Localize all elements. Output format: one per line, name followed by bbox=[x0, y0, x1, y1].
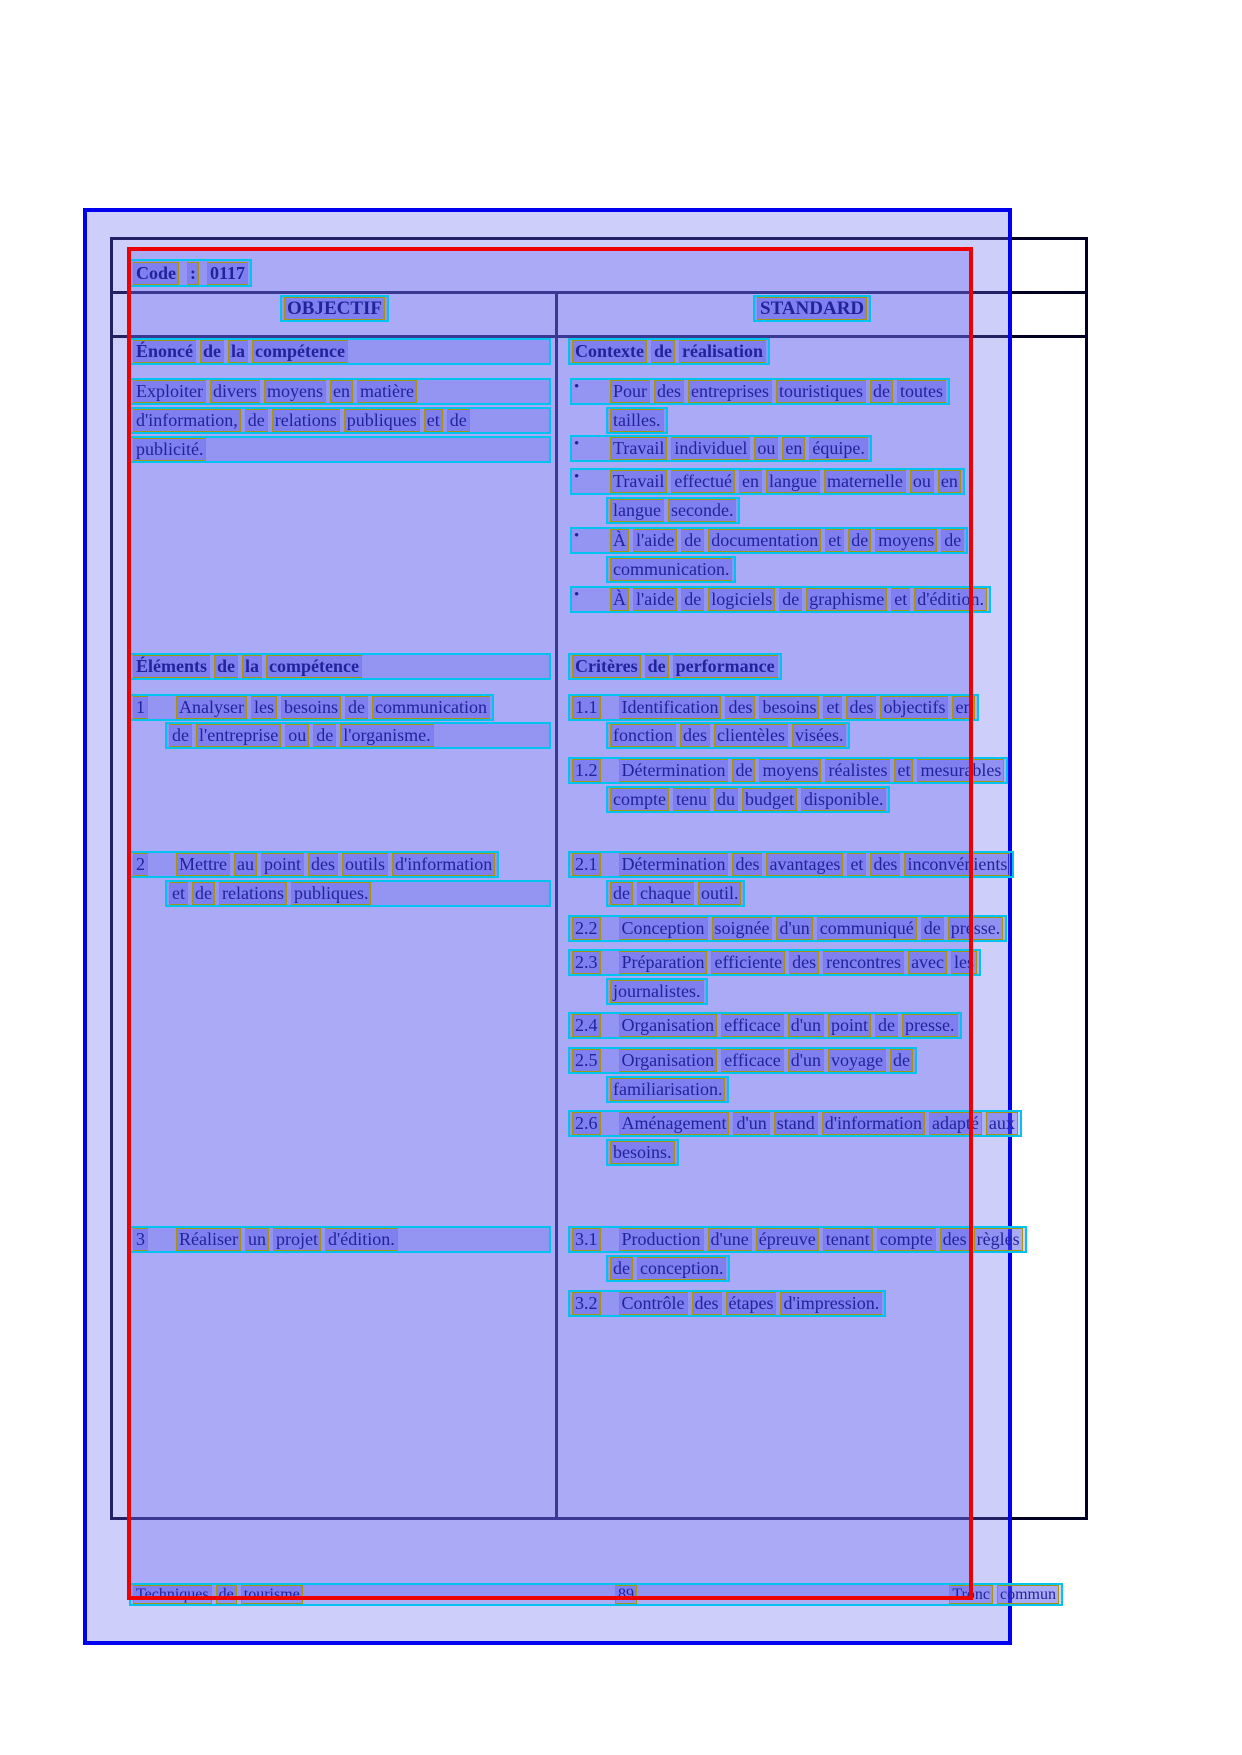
ocr-word-box: d'information, bbox=[133, 409, 241, 432]
ocr-word-box: 3.1 bbox=[572, 1228, 601, 1251]
ocr-word-box: individuel bbox=[671, 437, 750, 460]
ocr-word-box: besoins bbox=[281, 696, 341, 719]
ocr-word-box: disponible. bbox=[801, 788, 887, 811]
ocr-word-box: réalisation bbox=[679, 340, 766, 363]
ocr-word-box: un bbox=[245, 1228, 269, 1251]
ocr-word-box: 2.1 bbox=[572, 853, 601, 876]
ocr-word-box: l'aide bbox=[633, 588, 677, 611]
ocr-word-box: mesurables bbox=[917, 759, 1004, 782]
ocr-word-box: matière bbox=[357, 380, 417, 403]
ocr-word-box: 2.2 bbox=[572, 917, 601, 940]
ocr-word-box: Préparation bbox=[619, 951, 708, 974]
ocr-word-box: de bbox=[447, 409, 470, 432]
ocr-word-box: de bbox=[870, 380, 893, 403]
ocr-word-box: publiques. bbox=[291, 882, 372, 905]
ocr-word-box: moyens bbox=[759, 759, 821, 782]
ocr-word-box: Critères bbox=[572, 655, 641, 678]
bullet-icon: • bbox=[574, 528, 580, 544]
ocr-word-box: de bbox=[245, 409, 268, 432]
ocr-word-box: Techniques bbox=[133, 1585, 212, 1604]
ocr-word-box: de bbox=[941, 529, 964, 552]
ocr-word-box: de bbox=[779, 588, 802, 611]
ocr-word-box: efficiente bbox=[711, 951, 785, 974]
ocr-word-box: journalistes. bbox=[610, 980, 704, 1003]
ocr-word-box: d'un bbox=[733, 1112, 769, 1135]
ocr-word-box: compte bbox=[877, 1228, 936, 1251]
ocr-word-box: de bbox=[214, 655, 238, 678]
ocr-word-box: 2 bbox=[133, 853, 148, 876]
ocr-word-box: tenant bbox=[823, 1228, 873, 1251]
ocr-word-box: Pour bbox=[610, 380, 650, 403]
ocr-word-box: maternelle bbox=[824, 470, 906, 493]
ocr-word-box: de bbox=[192, 882, 215, 905]
ocr-word-box: langue bbox=[766, 470, 820, 493]
ocr-word-box: Organisation bbox=[619, 1049, 718, 1072]
ocr-word-box: budget bbox=[742, 788, 797, 811]
ocr-word-box: soignée bbox=[712, 917, 773, 940]
ocr-word-box: 3 bbox=[133, 1228, 148, 1251]
ocr-word-box: Exploiter bbox=[133, 380, 206, 403]
ocr-word-box: outil. bbox=[698, 882, 742, 905]
ocr-word-box: de bbox=[216, 1585, 237, 1604]
ocr-word-box: Détermination bbox=[619, 759, 729, 782]
ocr-word-box: en bbox=[782, 437, 805, 460]
ocr-word-box: 0117 bbox=[207, 262, 248, 285]
ocr-word-box: 3.2 bbox=[572, 1292, 601, 1315]
ocr-word-box: de bbox=[313, 724, 336, 747]
ocr-word-box: des bbox=[654, 380, 684, 403]
ocr-word-box: fonction bbox=[610, 724, 676, 747]
ocr-word-box: efficace bbox=[721, 1049, 784, 1072]
ocr-word-box: : bbox=[187, 262, 199, 285]
ocr-word-box: point bbox=[261, 853, 304, 876]
ocr-word-box: au bbox=[234, 853, 257, 876]
ocr-word-box: Conception bbox=[619, 917, 708, 940]
ocr-word-box: objectifs bbox=[880, 696, 948, 719]
ocr-word-box: de bbox=[610, 882, 633, 905]
ocr-word-box: entreprises bbox=[688, 380, 772, 403]
ocr-word-box: 89 bbox=[615, 1585, 637, 1604]
ocr-word-box: Tronc bbox=[949, 1585, 993, 1604]
ocr-word-box: de bbox=[732, 759, 755, 782]
ocr-word-box: d'un bbox=[788, 1014, 824, 1037]
ocr-word-box: relations bbox=[219, 882, 287, 905]
ocr-word-box: adapté bbox=[929, 1112, 982, 1135]
bullet-icon: • bbox=[574, 379, 580, 395]
ocr-word-box: des bbox=[680, 724, 710, 747]
bullet-icon: • bbox=[574, 469, 580, 485]
ocr-word-box: besoins. bbox=[610, 1141, 675, 1164]
ocr-word-box: Organisation bbox=[619, 1014, 718, 1037]
ocr-word-box: besoins bbox=[759, 696, 819, 719]
ocr-word-box: en bbox=[952, 696, 975, 719]
focus-region-box bbox=[127, 247, 973, 1600]
ocr-word-box: 2.6 bbox=[572, 1112, 601, 1135]
ocr-word-box: chaque bbox=[637, 882, 694, 905]
ocr-word-box: point bbox=[828, 1014, 871, 1037]
ocr-word-box: et bbox=[823, 696, 842, 719]
ocr-word-box: documentation bbox=[708, 529, 821, 552]
ocr-word-box: Énoncé bbox=[133, 340, 196, 363]
ocr-word-box: Analyser bbox=[176, 696, 247, 719]
ocr-word-box: À bbox=[610, 529, 629, 552]
bullet-icon: • bbox=[574, 587, 580, 603]
ocr-word-box: d'un bbox=[776, 917, 812, 940]
ocr-word-box: inconvénients bbox=[904, 853, 1010, 876]
ocr-word-box: et bbox=[825, 529, 844, 552]
ocr-word-box: des bbox=[308, 853, 338, 876]
ocr-word-box: et bbox=[424, 409, 443, 432]
ocr-word-box: épreuve bbox=[756, 1228, 819, 1251]
ocr-word-box: clientèles bbox=[714, 724, 788, 747]
ocr-word-box: ou bbox=[754, 437, 778, 460]
ocr-word-box: presse. bbox=[902, 1014, 957, 1037]
ocr-word-box: en bbox=[739, 470, 762, 493]
ocr-word-box: Production bbox=[619, 1228, 704, 1251]
ocr-word-box: performance bbox=[673, 655, 778, 678]
ocr-word-box: Aménagement bbox=[619, 1112, 730, 1135]
ocr-word-box: les bbox=[251, 696, 277, 719]
ocr-word-box: 1.1 bbox=[572, 696, 601, 719]
ocr-word-box: 2.5 bbox=[572, 1049, 601, 1072]
ocr-word-box: Réaliser bbox=[176, 1228, 241, 1251]
ocr-word-box: commun bbox=[997, 1585, 1059, 1604]
ocr-word-box: et bbox=[169, 882, 188, 905]
ocr-word-box: de bbox=[875, 1014, 898, 1037]
ocr-word-box: avec bbox=[908, 951, 947, 974]
ocr-word-box: STANDARD bbox=[757, 297, 867, 320]
ocr-word-box: de bbox=[681, 588, 704, 611]
ocr-word-box: du bbox=[714, 788, 738, 811]
ocr-word-box: Contrôle bbox=[619, 1292, 688, 1315]
ocr-word-box: outils bbox=[342, 853, 388, 876]
ocr-word-box: de bbox=[645, 655, 669, 678]
ocr-word-box: des bbox=[725, 696, 755, 719]
ocr-word-box: ou bbox=[910, 470, 934, 493]
ocr-word-box: Contexte bbox=[572, 340, 647, 363]
ocr-word-box: de bbox=[681, 529, 704, 552]
ocr-word-box: tenu bbox=[673, 788, 710, 811]
ocr-word-box: compte bbox=[610, 788, 669, 811]
ocr-word-box: de bbox=[169, 724, 192, 747]
ocr-word-box: de bbox=[651, 340, 675, 363]
ocr-word-box: Détermination bbox=[619, 853, 729, 876]
ocr-word-box: moyens bbox=[264, 380, 326, 403]
ocr-word-box: stand bbox=[774, 1112, 818, 1135]
ocr-word-box: voyage bbox=[828, 1049, 886, 1072]
ocr-word-box: et bbox=[847, 853, 866, 876]
ocr-word-box: de bbox=[610, 1257, 633, 1280]
ocr-word-box: 2.3 bbox=[572, 951, 601, 974]
ocr-word-box: l'entreprise bbox=[196, 724, 281, 747]
ocr-word-box: relations bbox=[272, 409, 340, 432]
ocr-word-box: langue bbox=[610, 499, 664, 522]
ocr-word-box: logiciels bbox=[708, 588, 775, 611]
ocr-word-box: divers bbox=[210, 380, 260, 403]
ocr-word-box: et bbox=[891, 588, 910, 611]
ocr-word-box: rencontres bbox=[823, 951, 904, 974]
ocr-word-box: moyens bbox=[875, 529, 937, 552]
ocr-word-box: conception. bbox=[637, 1257, 726, 1280]
ocr-word-box: communication bbox=[372, 696, 490, 719]
ocr-word-box: d'impression. bbox=[780, 1292, 882, 1315]
ocr-word-box: la bbox=[242, 655, 262, 678]
ocr-word-box: presse. bbox=[948, 917, 1003, 940]
ocr-word-box: compétence bbox=[266, 655, 362, 678]
ocr-word-box: en bbox=[938, 470, 961, 493]
ocr-word-box: avantages bbox=[766, 853, 843, 876]
ocr-word-box: Travail bbox=[610, 470, 667, 493]
ocr-word-box: en bbox=[330, 380, 353, 403]
ocr-word-box: règles bbox=[974, 1228, 1023, 1251]
ocr-word-box: publicité. bbox=[133, 438, 206, 461]
ocr-word-box: des bbox=[940, 1228, 970, 1251]
ocr-word-box: À bbox=[610, 588, 629, 611]
bullet-icon: • bbox=[574, 436, 580, 452]
ocr-word-box: Mettre bbox=[176, 853, 230, 876]
ocr-word-box: 1.2 bbox=[572, 759, 601, 782]
ocr-word-box: effectué bbox=[671, 470, 735, 493]
ocr-word-box: Code bbox=[133, 262, 179, 285]
ocr-word-box: de bbox=[890, 1049, 913, 1072]
ocr-word-box: efficace bbox=[721, 1014, 784, 1037]
ocr-word-box: des bbox=[732, 853, 762, 876]
ocr-word-box: et bbox=[894, 759, 913, 782]
ocr-word-box: la bbox=[228, 340, 248, 363]
ocr-word-box: projet bbox=[273, 1228, 321, 1251]
ocr-word-box: d'une bbox=[708, 1228, 752, 1251]
ocr-word-box: les bbox=[951, 951, 977, 974]
ocr-word-box: familiarisation. bbox=[610, 1078, 725, 1101]
ocr-word-box: seconde. bbox=[668, 499, 736, 522]
ocr-word-box: de bbox=[848, 529, 871, 552]
ocr-word-box: Identification bbox=[619, 696, 722, 719]
ocr-word-box: étapes bbox=[726, 1292, 777, 1315]
ocr-word-box: de bbox=[200, 340, 224, 363]
ocr-word-box: tourisme bbox=[241, 1585, 303, 1604]
ocr-word-box: d'un bbox=[788, 1049, 824, 1072]
ocr-word-box: touristiques bbox=[776, 380, 866, 403]
ocr-word-box: équipe. bbox=[809, 437, 867, 460]
ocr-word-box: graphisme bbox=[806, 588, 887, 611]
ocr-word-box: réalistes bbox=[825, 759, 890, 782]
ocr-word-box: ou bbox=[285, 724, 309, 747]
ocr-word-box: 2.4 bbox=[572, 1014, 601, 1037]
ocr-word-box: 1 bbox=[133, 696, 148, 719]
ocr-word-box: communiqué bbox=[817, 917, 917, 940]
ocr-word-box: communication. bbox=[610, 558, 732, 581]
ocr-word-box: l'organisme. bbox=[340, 724, 433, 747]
ocr-word-box: l'aide bbox=[633, 529, 677, 552]
ocr-word-box: des bbox=[870, 853, 900, 876]
ocr-word-box: visées. bbox=[792, 724, 847, 747]
ocr-word-box: d'information bbox=[392, 853, 495, 876]
ocr-word-box: d'édition. bbox=[325, 1228, 398, 1251]
ocr-word-box: OBJECTIF bbox=[284, 297, 385, 320]
ocr-word-box: de bbox=[921, 917, 944, 940]
ocr-word-box: des bbox=[692, 1292, 722, 1315]
ocr-word-box: publiques bbox=[344, 409, 420, 432]
ocr-word-box: de bbox=[345, 696, 368, 719]
ocr-word-box: tailles. bbox=[610, 409, 664, 432]
ocr-word-box: des bbox=[789, 951, 819, 974]
ocr-word-box: des bbox=[846, 696, 876, 719]
ocr-word-box: Travail bbox=[610, 437, 667, 460]
ocr-word-box: d'édition. bbox=[914, 588, 987, 611]
ocr-word-box: compétence bbox=[252, 340, 348, 363]
ocr-word-box: Éléments bbox=[133, 655, 210, 678]
ocr-word-box: aux bbox=[986, 1112, 1018, 1135]
ocr-word-box: toutes bbox=[897, 380, 946, 403]
ocr-word-box: d'information bbox=[822, 1112, 925, 1135]
